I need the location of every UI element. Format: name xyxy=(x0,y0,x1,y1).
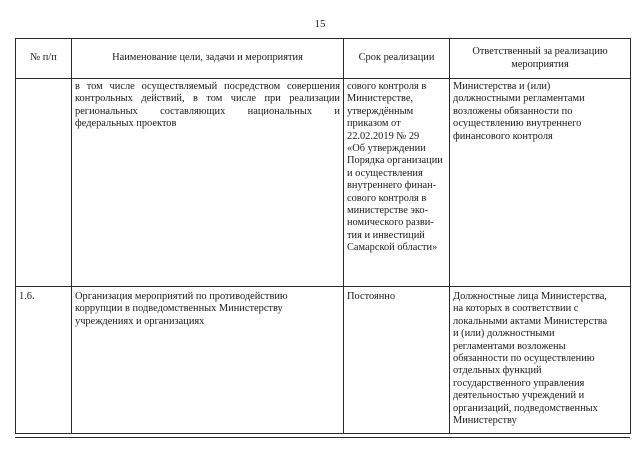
text-line: Министерства и (или) xyxy=(453,81,551,92)
table-row xyxy=(16,287,631,434)
header-num: № п/п xyxy=(16,39,72,79)
text-line: государственного управления xyxy=(453,377,585,389)
text-line: и (или) должностными xyxy=(453,328,555,340)
text-line: приказом от xyxy=(347,118,401,130)
cell-responsible xyxy=(450,79,631,287)
text-line: тия и инвестиций xyxy=(347,229,425,241)
text-line: на которых в соответствии с xyxy=(453,303,579,315)
cell-responsible xyxy=(450,287,631,434)
text-line: внутреннего финан- xyxy=(347,180,437,192)
text-line: обязанности по осуществлению xyxy=(453,353,595,365)
text-line: и осуществления xyxy=(347,167,423,179)
text-line: возложены обязанности по xyxy=(453,105,573,117)
text-line: контрольных действий, в том числе при реализации xyxy=(75,93,340,105)
text-line: в том числе осуществляемый посредством совершения xyxy=(75,81,340,92)
header-term: Срок реализации xyxy=(344,39,450,79)
text-line: номического разви- xyxy=(347,217,434,229)
header-responsible: Ответственный за реализацию мероприятия xyxy=(450,39,631,79)
text-line: Постоянно xyxy=(347,291,396,302)
text-line: учреждениях и организациях xyxy=(75,315,205,327)
text-line: финансового контроля xyxy=(453,130,553,142)
table-header-row xyxy=(16,39,631,79)
text-line: отдельных функций xyxy=(453,365,542,377)
text-line: организаций, подведомственных xyxy=(453,402,598,414)
cell-name xyxy=(72,287,344,434)
table-row xyxy=(16,79,631,287)
text-line: регламентами возложены xyxy=(453,340,566,352)
text-line: сового контроля в xyxy=(347,81,427,92)
cell-num xyxy=(16,79,72,287)
page-bottom-rule xyxy=(15,437,630,438)
text-line: локальными актами Министерства xyxy=(453,315,608,327)
cell-term xyxy=(344,287,450,434)
text-line: региональных составляющих национальных и xyxy=(75,105,340,117)
cell-num: 1.6. xyxy=(16,287,72,434)
text-line: осуществлению внутреннего xyxy=(453,118,582,130)
text-line: коррупции в подведомственных Министерству xyxy=(75,303,283,315)
page-number: 15 xyxy=(314,18,326,30)
cell-name xyxy=(72,79,344,287)
text-line: Министерстве, xyxy=(347,93,414,105)
cell-term xyxy=(344,79,450,287)
text-line: Порядка организации xyxy=(347,155,443,167)
plan-table xyxy=(15,38,631,434)
header-name: Наименование цели, задачи и мероприятия xyxy=(72,39,344,79)
text-line: Министерству xyxy=(453,415,517,427)
text-line: «Об утверждении xyxy=(347,143,426,155)
text-line: должностными регламентами xyxy=(453,93,585,105)
text-line: федеральных проектов xyxy=(75,118,177,130)
text-line: Должностные лица Министерства, xyxy=(453,291,607,302)
text-line: деятельностью учреждений и xyxy=(453,390,585,402)
text-line: утверждённым xyxy=(347,105,414,117)
text-line: 22.02.2019 № 29 xyxy=(347,130,420,142)
text-line: министерстве эко- xyxy=(347,205,429,217)
text-line: Организация мероприятий по противодействию xyxy=(75,291,288,302)
text-line: сового контроля в xyxy=(347,192,427,204)
text-line: Самарской области» xyxy=(347,242,438,254)
